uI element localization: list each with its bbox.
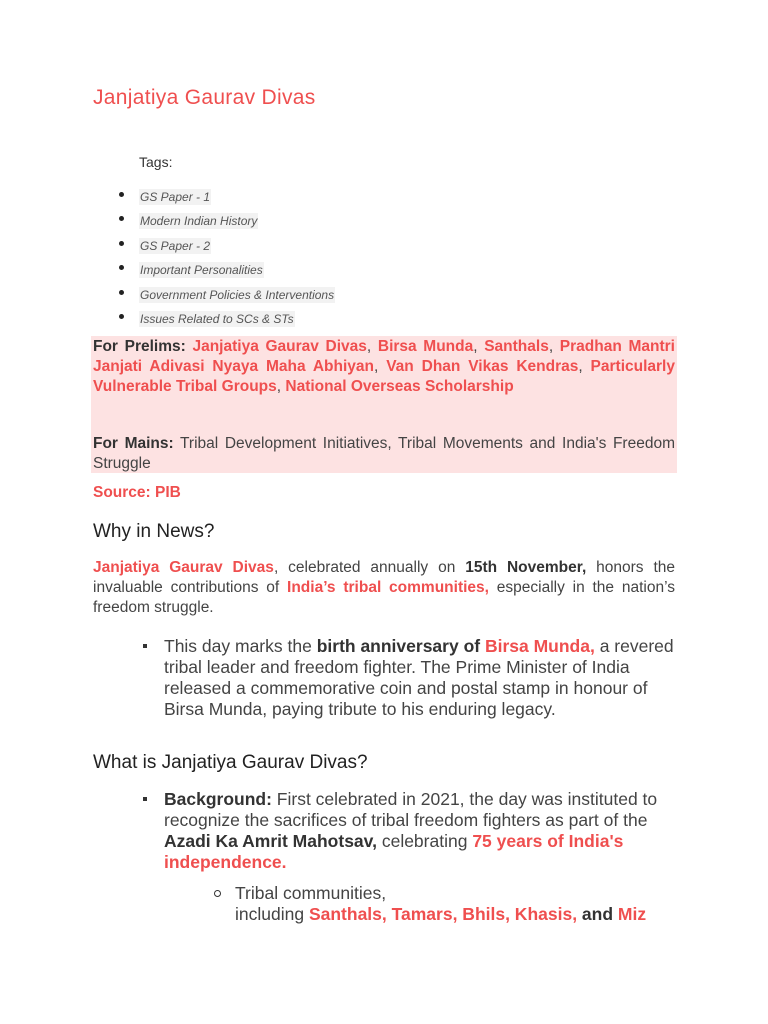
text-run: This day marks the [164, 636, 317, 656]
tag-link[interactable]: Important Personalities [140, 263, 263, 277]
square-bullet-icon [143, 797, 147, 801]
what-is-heading: What is Janjatiya Gaurav Divas? [93, 752, 368, 773]
inline-link[interactable]: India’s tribal communities, [287, 579, 489, 596]
bullet-icon [119, 192, 124, 197]
separator: , [473, 338, 485, 355]
text-run: a revered tribal leader and freedom fighter. The Prime Minister of India released a commemorative coin and postal stamp in honour of Birsa Munda, paying tribute to his enduring legacy. [164, 636, 674, 719]
tag-link[interactable]: Government Policies & Interventions [140, 288, 335, 302]
inline-link[interactable]: Birsa Munda, [484, 636, 595, 656]
bullet-icon [119, 265, 124, 270]
list-item [164, 636, 674, 720]
prelims-link[interactable]: Birsa Munda [377, 338, 474, 355]
tag-item[interactable] [139, 212, 258, 230]
text-run: First celebrated in 2021, the day was instituted to recognize the sacrifices of tribal freedom fighters as part of the [164, 789, 658, 830]
prelims-link[interactable]: Particularly Vulnerable Tribal Groups [93, 358, 675, 395]
text-run: , celebrated annually on [273, 559, 466, 576]
tag-item[interactable] [139, 286, 335, 304]
prelims-link[interactable]: Van Dhan Vikas Kendras [386, 358, 579, 375]
why-in-news-heading: Why in News? [93, 521, 215, 542]
mains-text: Tribal Development Initiatives, Tribal Movements and India's Freedom Struggle [93, 435, 675, 472]
tag-item[interactable] [139, 261, 264, 279]
mains-paragraph [93, 434, 675, 474]
tag-link[interactable]: GS Paper - 2 [140, 239, 211, 253]
text-run: especially in the nation’s freedom struggle. [93, 579, 675, 616]
tag-link[interactable]: Modern Indian History [140, 214, 258, 228]
text-run: honors the invaluable contributions of [93, 559, 675, 596]
circle-bullet-icon [214, 890, 221, 897]
prelims-link[interactable]: Pradhan Mantri Janjati Adivasi Nyaya Maha Abhiyan [93, 338, 675, 375]
sub-list-item [235, 883, 675, 925]
mains-label: For Mains: [93, 435, 174, 452]
inline-link[interactable]: Miz [617, 904, 647, 924]
prelims-paragraph [93, 337, 675, 397]
prelims-link[interactable]: National Overseas Scholarship [285, 378, 514, 395]
tag-item[interactable] [139, 237, 211, 255]
list-item [164, 789, 674, 873]
square-bullet-icon [143, 644, 147, 648]
page-title: Janjatiya Gaurav Divas [93, 86, 316, 109]
text-run: birth anniversary of [316, 636, 485, 656]
tag-item[interactable] [139, 310, 295, 328]
inline-link[interactable]: Janjatiya Gaurav Divas [93, 559, 274, 576]
prelims-link[interactable]: Santhals [484, 338, 549, 355]
inline-link[interactable]: Santhals, Tamars, Bhils, Khasis, [308, 904, 578, 924]
separator: , [374, 358, 387, 375]
bullet-icon [119, 290, 124, 295]
text-run: 15th November, [465, 559, 587, 576]
prelims-label: For Prelims: [93, 338, 186, 355]
tags-label: Tags: [139, 154, 173, 170]
separator: , [578, 358, 591, 375]
separator: , [366, 338, 378, 355]
tag-link[interactable]: Issues Related to SCs & STs [140, 312, 294, 326]
tag-item[interactable] [139, 188, 211, 206]
text-run: Background: [164, 789, 272, 809]
tag-link[interactable]: GS Paper - 1 [140, 190, 211, 204]
bullet-icon [119, 216, 124, 221]
text-run: Azadi Ka Amrit Mahotsav, [164, 831, 377, 851]
text-run: Tribal communities, [235, 883, 387, 903]
source-link[interactable]: Source: PIB [93, 484, 181, 501]
text-run: including [235, 904, 309, 924]
inline-link[interactable]: 75 years of India's independence. [164, 831, 624, 872]
why-in-news-paragraph [93, 558, 675, 618]
bullet-icon [119, 241, 124, 246]
text-run: and [577, 904, 618, 924]
separator: , [276, 378, 286, 395]
bullet-icon [119, 314, 124, 319]
text-run: celebrating [376, 831, 473, 851]
prelims-link[interactable]: Janjatiya Gaurav Divas [192, 338, 367, 355]
separator: , [548, 338, 560, 355]
